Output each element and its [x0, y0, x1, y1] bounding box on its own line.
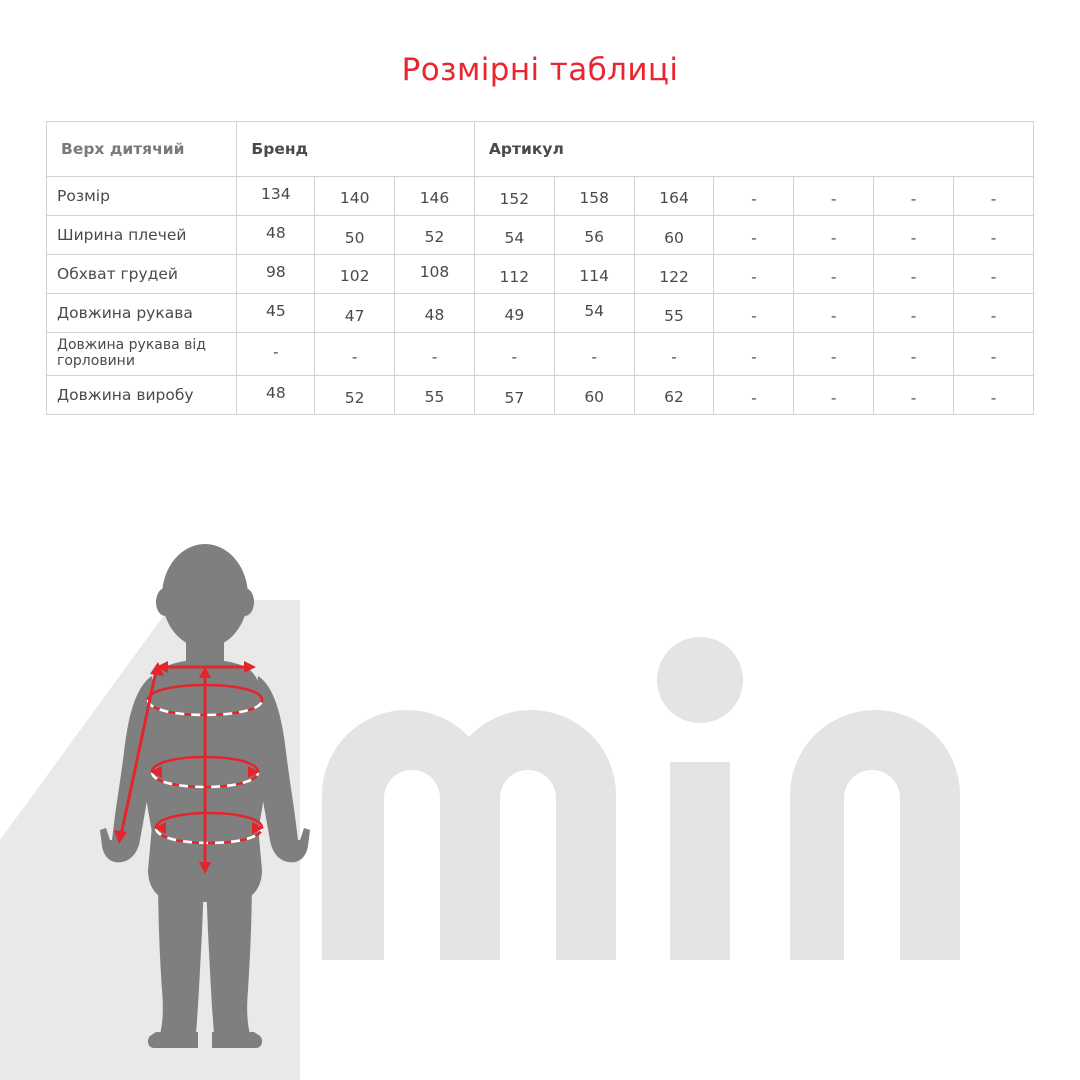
page-title: Розмірні таблиці	[401, 52, 679, 88]
table-row	[47, 216, 1034, 255]
cell-length-6: -	[714, 379, 794, 418]
cell-chest-3: 112	[474, 258, 554, 297]
table-row	[47, 376, 1034, 415]
cell-shoulder-1: 50	[315, 219, 395, 258]
cell-sleeve-4: 54	[554, 292, 634, 331]
cell-length-9: -	[953, 379, 1033, 418]
cell-sleeveneck-2: -	[395, 336, 475, 379]
cell-length-8: -	[874, 379, 954, 418]
cell-length-5: 62	[634, 378, 714, 417]
cell-shoulder-5: 60	[634, 219, 714, 258]
table-row	[47, 333, 1034, 376]
row-label-product-length: Довжина виробу	[47, 376, 237, 415]
cell-sleeveneck-7: -	[794, 336, 874, 379]
cell-size-2: 146	[395, 179, 475, 218]
cell-length-3: 57	[474, 379, 554, 418]
cell-shoulder-7: -	[794, 219, 874, 258]
cell-size-6: -	[714, 180, 794, 219]
cell-sleeve-8: -	[874, 297, 954, 336]
cell-length-1: 52	[315, 379, 395, 418]
cell-chest-2: 108	[395, 253, 475, 292]
cell-size-3: 152	[474, 180, 554, 219]
cell-length-4: 60	[554, 378, 634, 417]
cell-size-9: -	[953, 180, 1033, 219]
cell-shoulder-2: 52	[395, 218, 475, 257]
cell-sleeveneck-3: -	[474, 336, 554, 379]
row-label-shoulder-width: Ширина плечей	[47, 216, 237, 255]
table-header-row	[47, 122, 1034, 177]
cell-sleeve-6: -	[714, 297, 794, 336]
row-label-sleeve-length: Довжина рукава	[47, 294, 237, 333]
header-article: Артикул	[474, 122, 1033, 177]
cell-size-5: 164	[634, 179, 714, 218]
table-row	[47, 255, 1034, 294]
cell-chest-4: 114	[554, 257, 634, 296]
cell-sleeve-7: -	[794, 297, 874, 336]
cell-sleeve-9: -	[953, 297, 1033, 336]
table-row	[47, 294, 1034, 333]
cell-sleeve-0: 45	[237, 292, 315, 331]
cell-chest-7: -	[794, 258, 874, 297]
row-label-sleeve-from-neck: Довжина рукава від горловини	[47, 333, 237, 376]
header-category: Верх дитячий	[47, 122, 237, 177]
cell-length-2: 55	[395, 378, 475, 417]
cell-chest-6: -	[714, 258, 794, 297]
cell-sleeve-3: 49	[474, 296, 554, 335]
cell-sleeveneck-0: -	[237, 331, 315, 374]
cell-sleeveneck-6: -	[714, 336, 794, 379]
cell-chest-0: 98	[237, 253, 315, 292]
size-table	[46, 121, 1034, 415]
cell-chest-1: 102	[315, 257, 395, 296]
cell-size-4: 158	[554, 179, 634, 218]
cell-sleeveneck-4: -	[554, 336, 634, 379]
cell-size-8: -	[874, 180, 954, 219]
cell-chest-9: -	[953, 258, 1033, 297]
cell-shoulder-3: 54	[474, 219, 554, 258]
table-row	[47, 177, 1034, 216]
row-label-size: Розмір	[47, 177, 237, 216]
cell-length-7: -	[794, 379, 874, 418]
cell-size-7: -	[794, 180, 874, 219]
row-label-chest-girth: Обхват грудей	[47, 255, 237, 294]
cell-shoulder-0: 48	[237, 214, 315, 253]
cell-shoulder-9: -	[953, 219, 1033, 258]
cell-sleeve-1: 47	[315, 297, 395, 336]
size-table-container	[46, 121, 1034, 415]
cell-size-1: 140	[315, 179, 395, 218]
measurement-illustration	[0, 540, 1080, 1080]
cell-length-0: 48	[237, 374, 315, 413]
cell-sleeveneck-5: -	[634, 336, 714, 379]
cell-shoulder-6: -	[714, 219, 794, 258]
cell-size-0: 134	[237, 175, 315, 214]
cell-shoulder-4: 56	[554, 218, 634, 257]
watermark-text	[322, 637, 960, 960]
header-brand: Бренд	[237, 122, 475, 177]
cell-chest-8: -	[874, 258, 954, 297]
cell-sleeve-2: 48	[395, 296, 475, 335]
cell-sleeveneck-9: -	[953, 336, 1033, 379]
cell-sleeveneck-8: -	[874, 336, 954, 379]
cell-shoulder-8: -	[874, 219, 954, 258]
cell-chest-5: 122	[634, 258, 714, 297]
cell-sleeve-5: 55	[634, 297, 714, 336]
cell-sleeveneck-1: -	[315, 336, 395, 379]
